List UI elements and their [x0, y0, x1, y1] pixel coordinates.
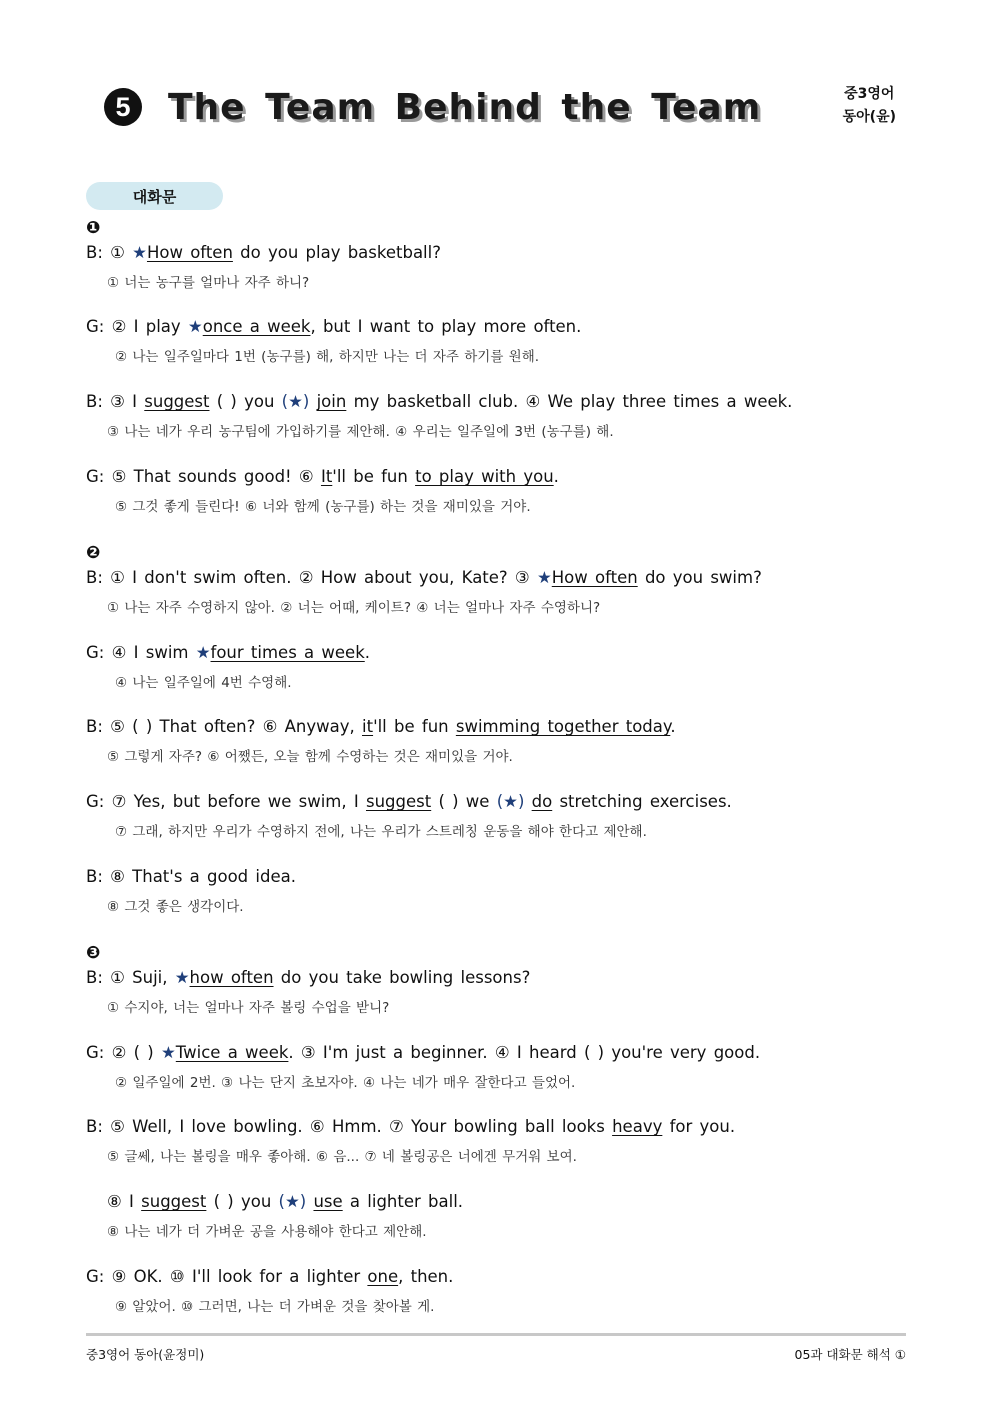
dialogue-line: B: ③ I suggest ( ) you (★) join my basketball club. ④ We play three times a week.: [86, 392, 793, 411]
translation-line: ⑧ 나는 네가 더 가벼운 공을 사용해야 한다고 제안해.: [107, 1224, 427, 1240]
section-label: 대화문: [86, 182, 223, 210]
translation-line: ⑦ 그래, 하지만 우리가 수영하지 전에, 나는 우리가 스트레칭 운동을 해야 한다고 제안해.: [115, 824, 647, 840]
dialogue-number-3: ❸: [86, 943, 101, 963]
grade-line2: 동아(윤): [842, 109, 896, 125]
grade-label: [843, 83, 896, 129]
dialogue-line: B: ⑧ That's a good idea.: [86, 867, 296, 886]
dialogue-line: G: ⑨ OK. ⑩ I'll look for a lighter one, then.: [86, 1267, 454, 1286]
dialogue-line: B: ① Suji, ★how often do you take bowling lessons?: [86, 968, 531, 987]
translation-line: ② 나는 일주일마다 1번 (농구를) 해, 하지만 나는 더 자주 하기를 원해.: [115, 349, 540, 365]
page-title: The Team Behind the Team: [168, 86, 762, 128]
dialogue-line: B: ① ★How often do you play basketball?: [86, 243, 441, 262]
translation-line: ④ 나는 일주일에 4번 수영해.: [115, 675, 292, 691]
translation-line: ⑤ 그렇게 자주? ⑥ 어쨌든, 오늘 함께 수영하는 것은 재미있을 거야.: [107, 749, 513, 765]
dialogue-line: G: ⑦ Yes, but before we swim, I suggest ( ) we (★) do stretching exercises.: [86, 792, 732, 811]
footer-right: 05과 대화문 해석 ①: [794, 1347, 906, 1362]
translation-line: ⑧ 그것 좋은 생각이다.: [107, 899, 244, 915]
dialogue-line: B: ⑤ Well, I love bowling. ⑥ Hmm. ⑦ Your bowling ball looks heavy for you.: [86, 1117, 736, 1136]
grade-line1: 중3영어: [844, 86, 895, 102]
dialogue-line: ⑧ I suggest ( ) you (★) use a lighter ball.: [107, 1192, 464, 1211]
translation-line: ⑤ 그것 좋게 들린다! ⑥ 너와 함께 (농구를) 하는 것을 재미있을 거야.: [115, 499, 531, 515]
translation-line: ① 너는 농구를 얼마나 자주 하니?: [107, 275, 310, 291]
translation-line: ⑨ 알았어. ⑩ 그러면, 나는 더 가벼운 것을 찾아볼 게.: [115, 1299, 435, 1315]
lesson-number-badge: 5: [104, 88, 142, 126]
footer-left: 중3영어 동아(윤정미): [86, 1347, 205, 1362]
dialogue-line: G: ④ I swim ★four times a week.: [86, 643, 370, 662]
dialogue-number-2: ❷: [86, 543, 101, 563]
translation-line: ① 수지야, 너는 얼마나 자주 볼링 수업을 받니?: [107, 1000, 390, 1016]
title-bar: [104, 84, 761, 130]
translation-line: ② 일주일에 2번. ③ 나는 단지 초보자야. ④ 나는 네가 매우 잘한다고 들었어.: [115, 1075, 576, 1091]
footer-divider: [86, 1333, 906, 1336]
dialogue-number-1: ❶: [86, 218, 101, 238]
dialogue-line: B: ① I don't swim often. ② How about you, Kate? ③ ★How often do you swim?: [86, 568, 762, 587]
translation-line: ① 나는 자주 수영하지 않아. ② 너는 어때, 케이트? ④ 너는 얼마나 자주 수영하니?: [107, 600, 601, 616]
dialogue-line: G: ② ( ) ★Twice a week. ③ I'm just a beginner. ④ I heard ( ) you're very good.: [86, 1043, 761, 1062]
translation-line: ⑤ 글쎄, 나는 볼링을 매우 좋아해. ⑥ 음... ⑦ 네 볼링공은 너에겐 무거워 보여.: [107, 1149, 577, 1165]
dialogue-line: B: ⑤ ( ) That often? ⑥ Anyway, it'll be fun swimming together today.: [86, 717, 676, 736]
translation-line: ③ 나는 네가 우리 농구팀에 가입하기를 제안해. ④ 우리는 일주일에 3번 (농구를) 해.: [107, 424, 614, 440]
dialogue-line: G: ② I play ★once a week, but I want to play more often.: [86, 317, 582, 336]
dialogue-line: G: ⑤ That sounds good! ⑥ It'll be fun to play with you.: [86, 467, 559, 486]
